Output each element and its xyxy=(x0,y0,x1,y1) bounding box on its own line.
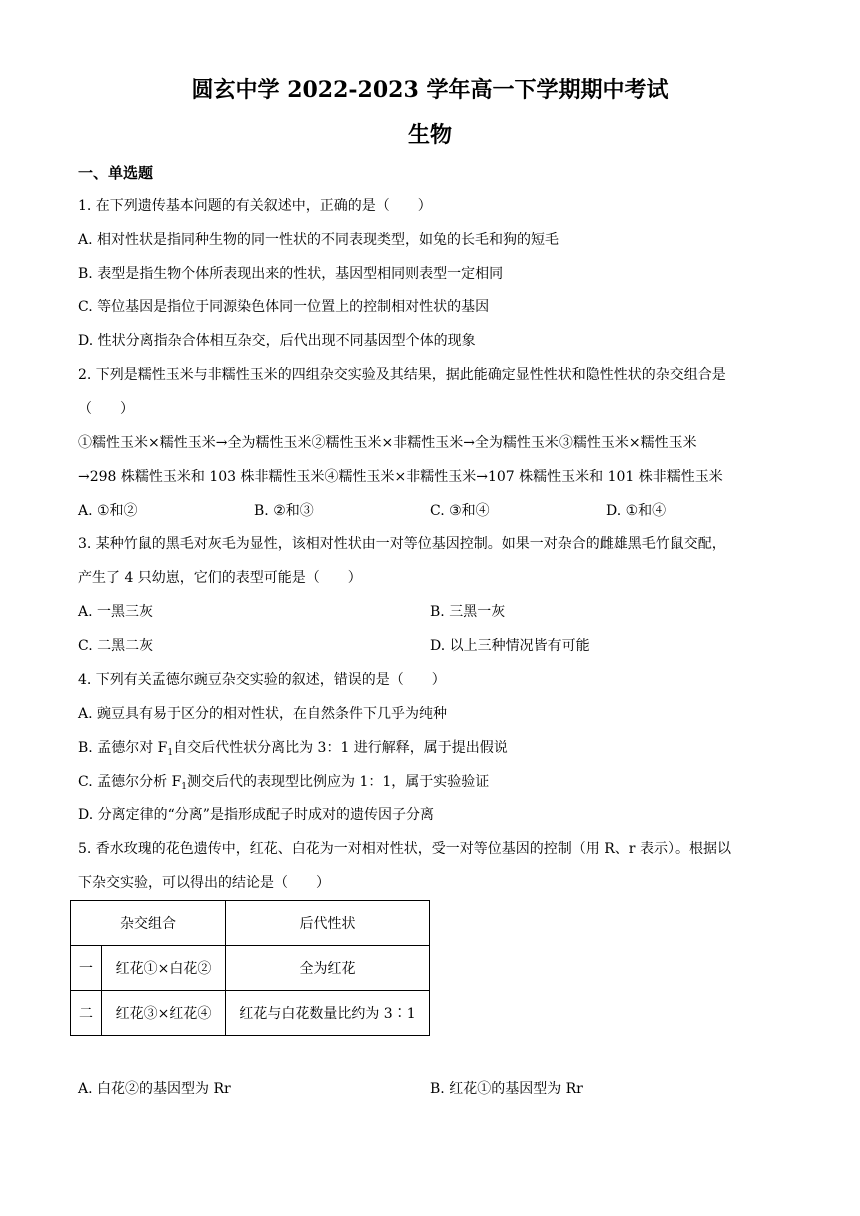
option-c: C. ③和④ xyxy=(430,503,490,519)
table-cell: 红花③×红花④ xyxy=(102,991,226,1036)
option-b xyxy=(78,739,508,757)
option-c-text: C. 孟德尔分析 F xyxy=(78,774,182,790)
question-stem: 1. 在下列遗传基本问题的有关叙述中，正确的是（ ） xyxy=(78,198,432,214)
table-cell: 一 xyxy=(71,946,102,991)
option-c: C. 二黑二灰 xyxy=(78,638,154,654)
option-b: B. 表型是指生物个体所表现出来的性状，基因型相同则表型一定相同 xyxy=(78,266,504,282)
question-stem: 2. 下列是糯性玉米与非糯性玉米的四组杂交实验及其结果，据此能确定显性性状和隐性性状的杂交组合是 xyxy=(78,367,726,383)
question-stem: 3. 某种竹鼠的黑毛对灰毛为显性，该相对性状由一对等位基因控制。如果一对杂合的雌雄黑毛竹鼠交配， xyxy=(78,536,726,552)
table-cell: 二 xyxy=(71,991,102,1036)
option-b: B. 三黑一灰 xyxy=(430,604,506,620)
option-a: A. 一黑三灰 xyxy=(78,604,154,620)
table-cell: 红花与白花数量比约为 3∶1 xyxy=(226,991,430,1036)
option-d: D. 以上三种情况皆有可能 xyxy=(430,638,590,654)
option-b-text: B. 孟德尔对 F xyxy=(78,740,168,756)
cross-results-table xyxy=(70,900,430,1036)
question-stem-continued: 下杂交实验，可以得出的结论是（ ） xyxy=(78,875,330,891)
table-row xyxy=(71,946,430,991)
table-cell: 全为红花 xyxy=(226,946,430,991)
option-d: D. 分离定律的“分离”是指形成配子时成对的遗传因子分离 xyxy=(78,807,434,823)
table-header: 杂交组合 xyxy=(71,901,226,946)
subscript: 1 xyxy=(167,748,174,758)
option-c: C. 等位基因是指位于同源染色体同一位置上的控制相对性状的基因 xyxy=(78,299,490,315)
section-heading: 一、单选题 xyxy=(78,164,154,182)
option-d: D. 性状分离指杂合体相互杂交，后代出现不同基因型个体的现象 xyxy=(78,333,476,349)
question-stem-continued: （ ） xyxy=(78,401,134,417)
option-a: A. ①和② xyxy=(78,503,138,519)
option-a: A. 相对性状是指同种生物的同一性状的不同表现类型，如兔的长毛和狗的短毛 xyxy=(78,232,560,248)
option-b: B. ②和③ xyxy=(254,503,314,519)
table-header-row xyxy=(71,901,430,946)
cross-description: ①糯性玉米×糯性玉米→全为糯性玉米②糯性玉米×非糯性玉米→全为糯性玉米③糯性玉米×糯性玉米 xyxy=(78,435,697,451)
option-a: A. 白花②的基因型为 Rr xyxy=(78,1081,231,1097)
question-stem-continued: 产生了 4 只幼崽，它们的表型可能是（ ） xyxy=(78,570,362,586)
table-cell: 红花①×白花② xyxy=(102,946,226,991)
option-d: D. ①和④ xyxy=(606,503,667,519)
option-c-text-continued: 测交后代的表现型比例应为 1：1，属于实验验证 xyxy=(187,774,490,790)
subscript: 1 xyxy=(181,782,188,792)
option-a: A. 豌豆具有易于区分的相对性状，在自然条件下几乎为纯种 xyxy=(78,706,448,722)
table-header: 后代性状 xyxy=(226,901,430,946)
cross-description-continued: →298 株糯性玉米和 103 株非糯性玉米④糯性玉米×非糯性玉米→107 株糯性玉米和 101 株非糯性玉米 xyxy=(78,469,723,485)
option-c xyxy=(78,773,489,791)
option-b-text-continued: 自交后代性状分离比为 3：1 进行解释，属于提出假说 xyxy=(173,740,508,756)
table-row xyxy=(71,991,430,1036)
question-stem: 5. 香水玫瑰的花色遗传中，红花、白花为一对相对性状，受一对等位基因的控制（用 R、r 表示）。根据以 xyxy=(78,841,731,857)
exam-title: 圆玄中学 2022-2023 学年高一下学期期中考试 xyxy=(191,77,669,103)
question-stem: 4. 下列有关孟德尔豌豆杂交实验的叙述，错误的是（ ） xyxy=(78,672,446,688)
option-b: B. 红花①的基因型为 Rr xyxy=(430,1081,583,1097)
exam-subject: 生物 xyxy=(407,122,452,148)
